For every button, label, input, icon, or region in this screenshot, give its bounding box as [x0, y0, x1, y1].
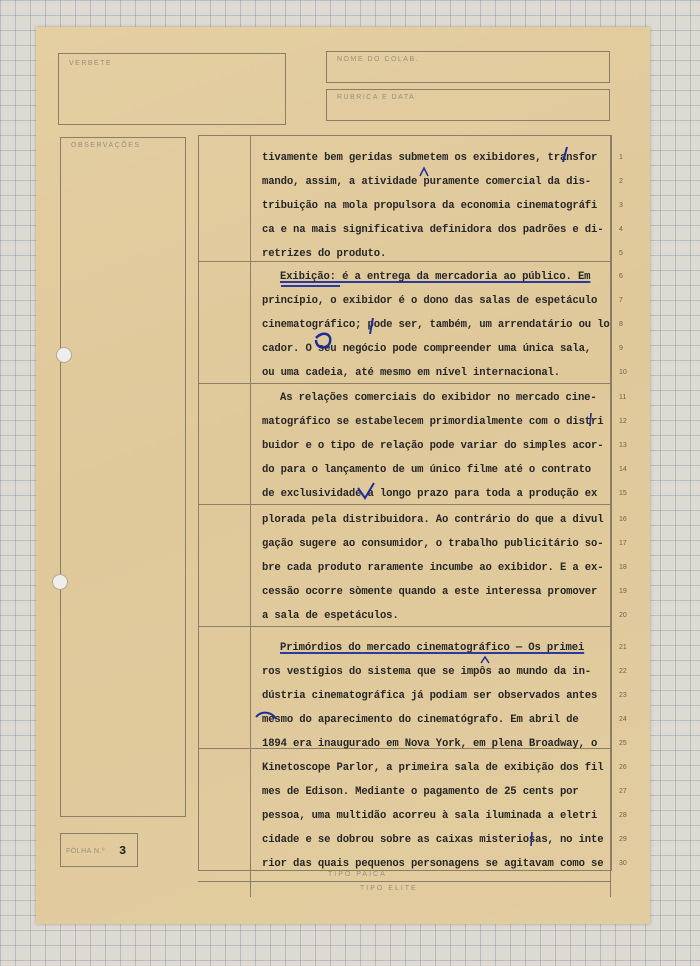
text-line: bre cada produto raramente incumbe ao exibidor. E a ex-: [262, 562, 604, 574]
footer-guide-rule: [198, 881, 611, 882]
line-number: 8: [619, 321, 623, 328]
text-line: princípio, o exibidor é o dono das salas de espetáculo: [262, 295, 598, 307]
text-line: gação sugere ao consumidor, o trabalho publicitário so-: [262, 538, 604, 550]
observacoes-label: OBSERVAÇÕES: [71, 142, 141, 149]
text-line: de exclusividade a longo prazo para toda a produção ex: [262, 488, 598, 500]
text-line: cador. O seu negócio pode compreender uma única sala,: [262, 343, 591, 355]
text-line: dústria cinematográfica já podiam ser observados antes: [262, 690, 598, 702]
section-divider-1: [198, 261, 611, 262]
text-line: ca e na mais significativa definidora dos padrões e di-: [262, 224, 604, 236]
line-number: 6: [619, 273, 623, 280]
text-line: mes de Edison. Mediante o pagamento de 25 cents por: [262, 786, 579, 798]
tipo-elite-label: TIPO ELITE: [360, 885, 418, 892]
text-line: ou uma cadeia, até mesmo em nível internacional.: [262, 367, 560, 379]
section-divider-4: [198, 626, 611, 627]
line-number: 28: [619, 812, 627, 819]
punch-hole-bottom: [52, 574, 68, 590]
line-number: 29: [619, 836, 627, 843]
verbete-box: [58, 53, 286, 125]
line-number: 13: [619, 442, 627, 449]
text-line: do para o lançamento de um único filme até o contrato: [262, 464, 591, 476]
text-line: Kinetoscope Parlor, a primeira sala de exibição dos fil: [262, 762, 604, 774]
line-number: 12: [619, 418, 627, 425]
line-number: 22: [619, 668, 627, 675]
text-line: As relações comerciais do exibidor no mercado cine-: [280, 392, 597, 404]
text-line: pessoa, uma multidão acorreu à sala iluminada a eletri: [262, 810, 598, 822]
line-number: 23: [619, 692, 627, 699]
text-line: mesmo do aparecimento do cinematógrafo. Em abril de: [262, 714, 579, 726]
rubrica-e-data-box: [326, 89, 610, 121]
line-number: 14: [619, 466, 627, 473]
text-line: ros vestígios do sistema que se impôs ao mundo da in-: [262, 666, 591, 678]
line-number: 7: [619, 297, 623, 304]
line-number: 21: [619, 644, 627, 651]
section-heading-exibicao: Exibição: é a entrega da mercadoria ao público. Em: [280, 271, 591, 283]
line-number: 25: [619, 740, 627, 747]
text-line: plorada pela distribuidora. Ao contrário do que a divul: [262, 514, 604, 526]
folha-box: [60, 833, 138, 867]
text-line: cessão ocorre sòmente quando a este interessa promover: [262, 586, 598, 598]
line-number: 24: [619, 716, 627, 723]
section-heading-primordios: Primórdios do mercado cinematográfico — Os primei: [280, 642, 585, 654]
rubrica-e-data-label: RUBRICA E DATA: [337, 94, 416, 101]
text-line: rior das quais pequenos personagens se agitavam como se: [262, 858, 604, 870]
tipo-paica-label: TIPO PAICA: [328, 871, 387, 878]
line-number: 16: [619, 516, 627, 523]
section-divider-2: [198, 383, 611, 384]
punch-hole-top: [56, 347, 72, 363]
text-line: a sala de espetáculos.: [262, 610, 399, 622]
line-number: 5: [619, 250, 623, 257]
line-number: 17: [619, 540, 627, 547]
section-divider-3: [198, 504, 611, 505]
line-number: 11: [619, 394, 627, 401]
line-number: 19: [619, 588, 627, 595]
line-number: 4: [619, 226, 623, 233]
line-number: 10: [619, 369, 627, 376]
observacoes-box: [60, 137, 186, 817]
line-number: 20: [619, 612, 627, 619]
text-line: cidade e se dobrou sobre as caixas misteriosas, no inte: [262, 834, 604, 846]
text-line: 1894 era inaugurado em Nova York, em plena Broadway, o: [262, 738, 598, 750]
text-line: retrizes do produto.: [262, 248, 387, 260]
line-number: 9: [619, 345, 623, 352]
line-number: 1: [619, 154, 623, 161]
nome-do-colab-label: NOME DO COLAB.: [337, 56, 420, 63]
text-line: mando, assim, a atividade puramente comercial da dis-: [262, 176, 591, 188]
verbete-label: VERBETE: [69, 60, 113, 67]
line-number: 18: [619, 564, 627, 571]
text-line: tivamente bem geridas submetem os exibidores, transfor: [262, 152, 598, 164]
line-number: 3: [619, 202, 623, 209]
text-line: matográfico se estabelecem primordialmente com o distri: [262, 416, 604, 428]
folha-label: FÔLHA N.º: [66, 848, 105, 855]
line-number: 15: [619, 490, 627, 497]
line-number: 30: [619, 860, 627, 867]
text-line: tribuição na mola propulsora da economia cinematográfi: [262, 200, 598, 212]
line-number: 2: [619, 178, 623, 185]
nome-do-colab-box: [326, 51, 610, 83]
line-number: 26: [619, 764, 627, 771]
text-line: buidor e o tipo de relação pode variar do simples acor-: [262, 440, 604, 452]
margin-rule: [250, 135, 251, 897]
text-line: cinematográfico; pode ser, também, um arrendatário ou lo: [262, 319, 610, 331]
line-number: 27: [619, 788, 627, 795]
folha-number: 3: [119, 844, 127, 858]
